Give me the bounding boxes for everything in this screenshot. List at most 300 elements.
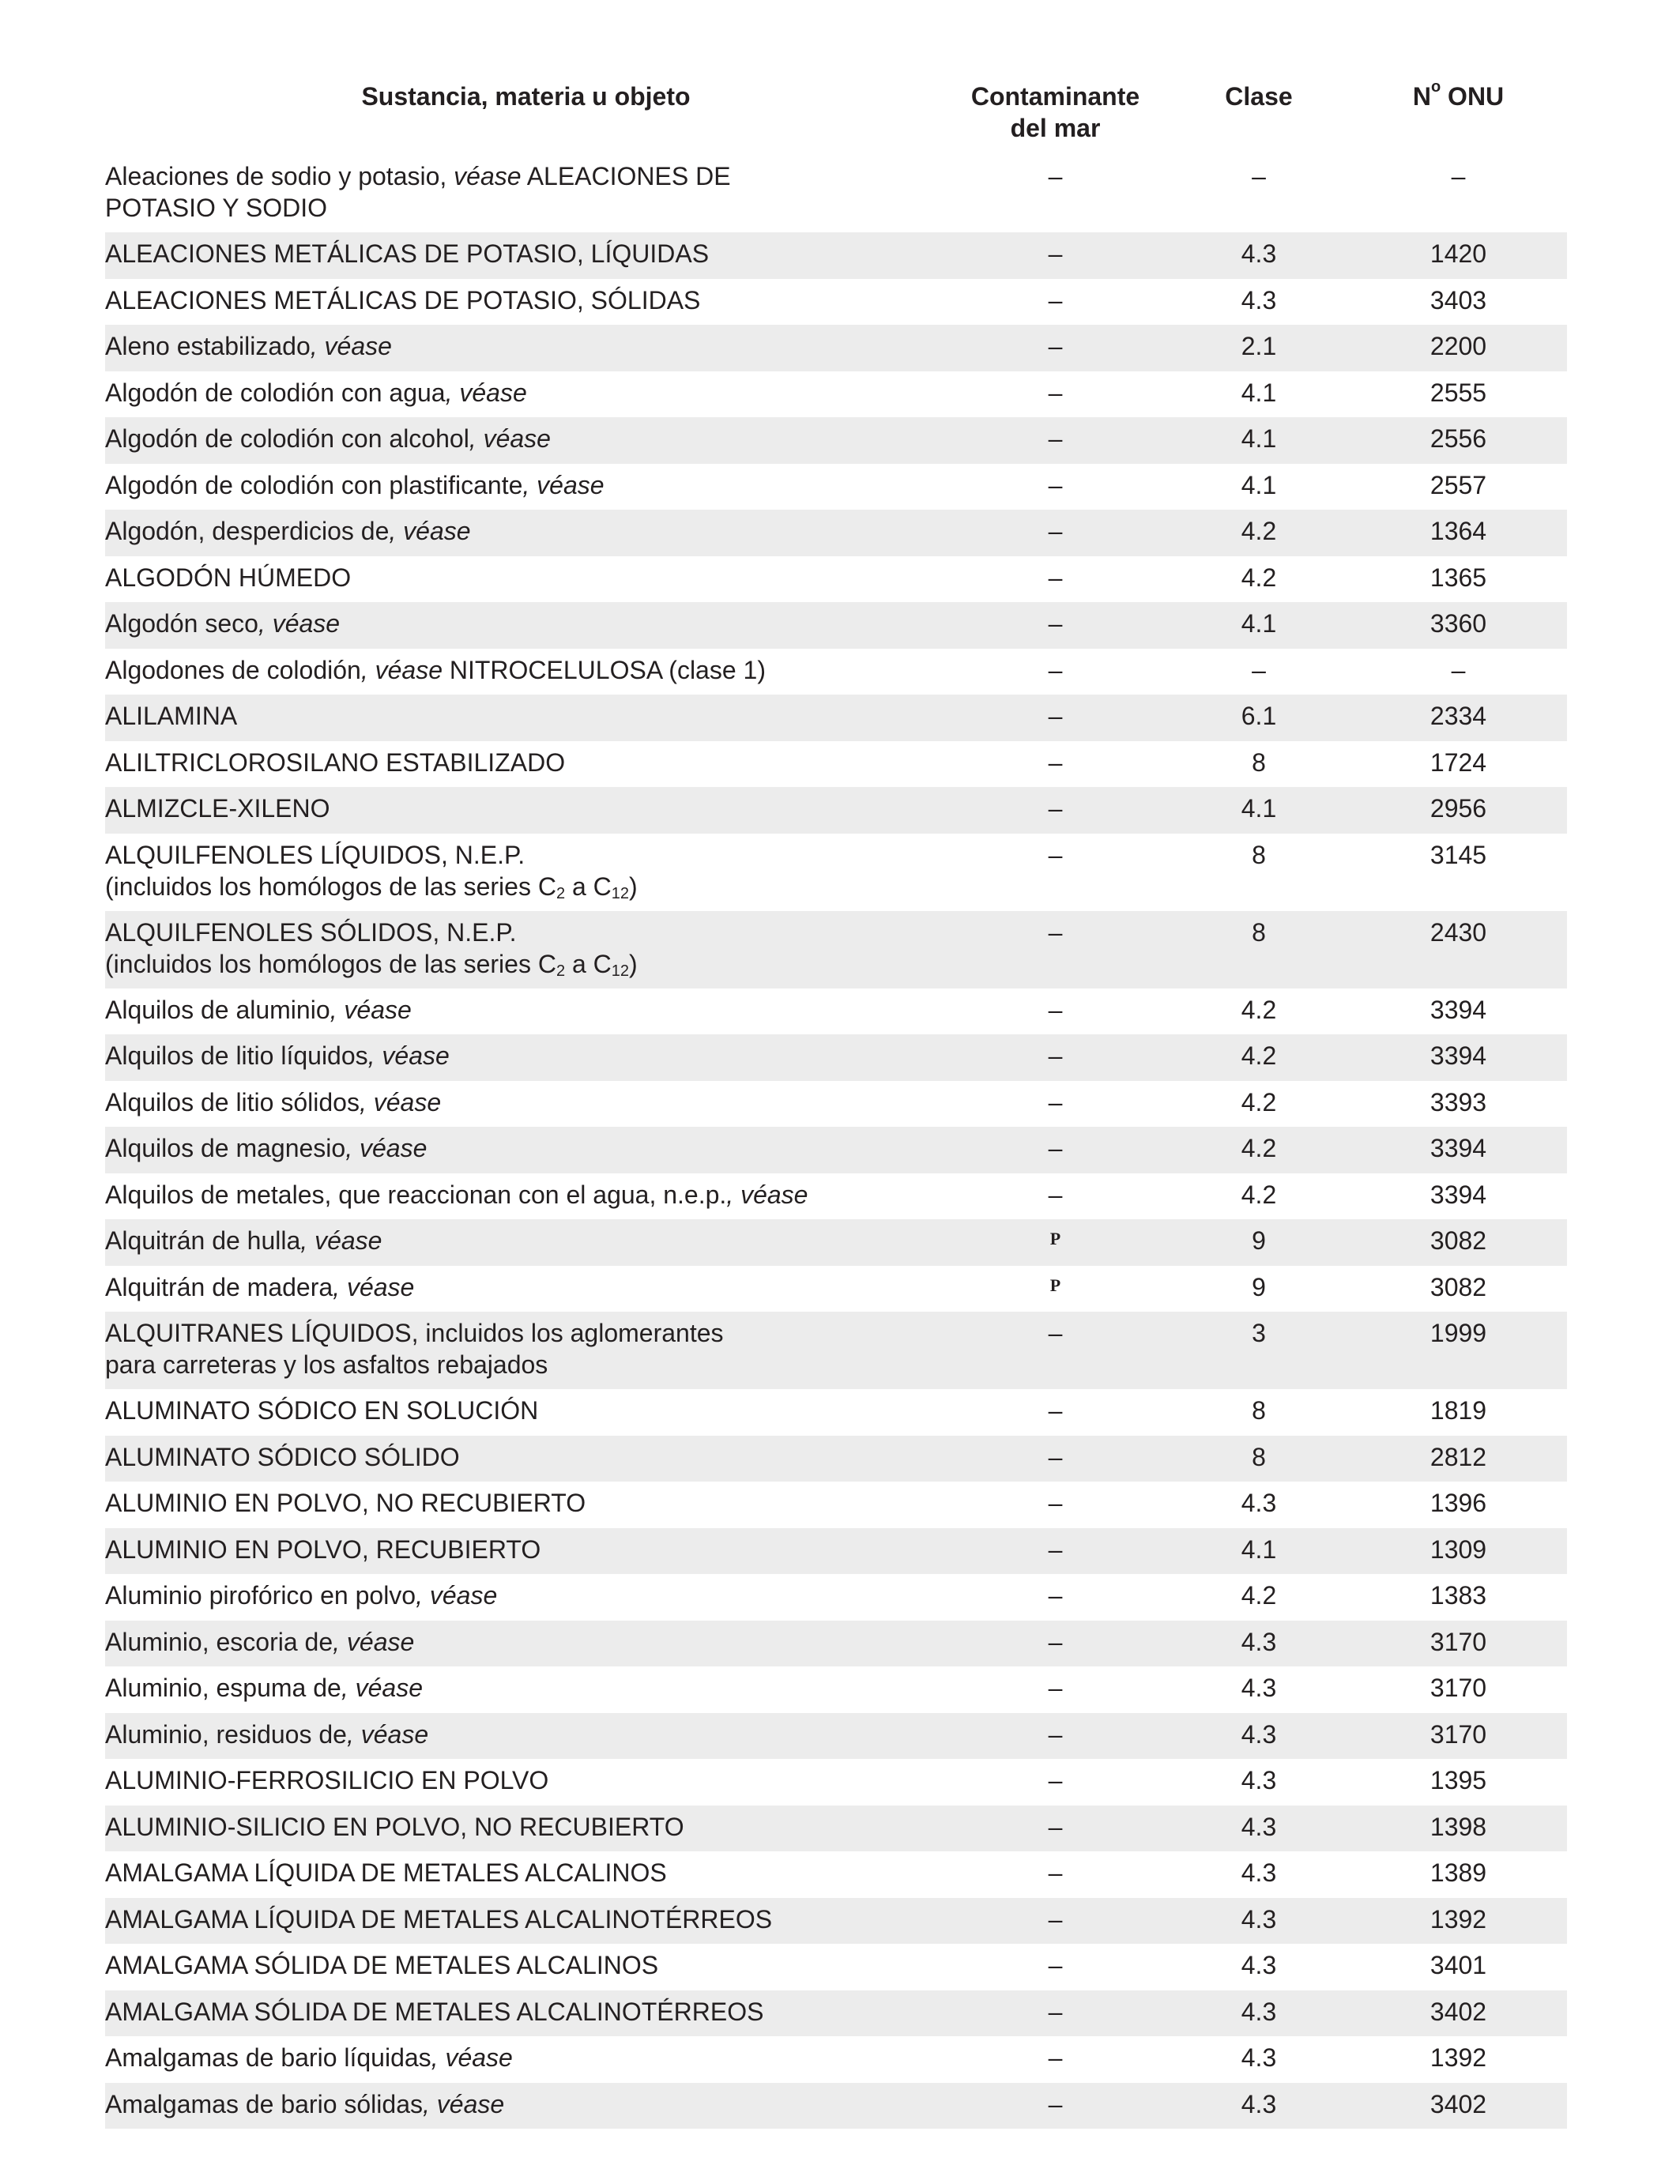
- table-row: [105, 1990, 1567, 2037]
- substance-name-line: [105, 1086, 947, 1118]
- substance-name-line: [105, 994, 947, 1026]
- text-segment: AMALGAMA LÍQUIDA DE METALES ALCALINOTÉRREOS: [105, 1904, 773, 1934]
- marine-pollutant-cell: –: [1048, 794, 1063, 823]
- marine-pollutant-cell: –: [1048, 470, 1063, 499]
- marine-pollutant-cell: –: [1048, 1719, 1063, 1749]
- un-number-cell: 3394: [1430, 995, 1487, 1024]
- class-cell: 4.1: [1241, 1534, 1277, 1564]
- un-number-cell: 3393: [1430, 1087, 1487, 1116]
- marine-pollutant-cell: –: [1048, 702, 1063, 730]
- un-number-cell: 2557: [1430, 470, 1487, 499]
- un-number-cell: 1392: [1430, 1904, 1487, 1934]
- class-cell: 4.3: [1241, 285, 1277, 314]
- un-number-cell: 3170: [1430, 1674, 1487, 1702]
- table-row: [105, 2036, 1567, 2083]
- subscript: 12: [611, 962, 629, 980]
- marine-pollutant-cell: –: [1048, 424, 1063, 453]
- table-row: [105, 464, 1567, 510]
- table-row: [105, 602, 1567, 649]
- table-row: [105, 279, 1567, 326]
- vease-italic: , véase: [258, 609, 341, 638]
- substance-name-line: [105, 2088, 947, 2120]
- table-row: [105, 1574, 1567, 1621]
- marine-pollutant-cell: –: [1048, 1442, 1063, 1471]
- marine-pollutant-cell: –: [1048, 655, 1063, 684]
- substance-name-cell: [105, 1127, 947, 1164]
- un-number-cell: 3170: [1430, 1719, 1487, 1749]
- substance-name-line: [105, 1225, 947, 1256]
- substance-name-line: [105, 1580, 947, 1611]
- class-cell: 8: [1252, 1442, 1266, 1471]
- substance-name-cell: [105, 741, 947, 778]
- un-number-cell: 1396: [1430, 1489, 1487, 1517]
- marine-pollutant-cell: –: [1048, 1766, 1063, 1794]
- text-segment: Alquitrán de hulla: [105, 1226, 301, 1255]
- text-segment: (incluidos los homólogos de las series C: [105, 872, 556, 901]
- text-segment: Algodón de colodión con agua: [105, 378, 446, 407]
- vease-italic: , véase: [359, 1087, 442, 1116]
- text-segment: Algodón seco: [105, 609, 258, 638]
- vease-italic: , véase: [469, 424, 551, 453]
- class-cell: 4.2: [1241, 1581, 1277, 1610]
- vease-italic: , véase: [726, 1180, 808, 1209]
- substance-name-cell: [105, 1219, 947, 1256]
- table-row: [105, 371, 1567, 418]
- substance-name-cell: [105, 1713, 947, 1750]
- substance-name-cell: [105, 1482, 947, 1519]
- substance-name-cell: [105, 1898, 947, 1935]
- text-segment: ALQUILFENOLES LÍQUIDOS, N.E.P.: [105, 840, 525, 869]
- substance-name-line: [105, 192, 947, 224]
- substance-name-cell: [105, 695, 947, 732]
- un-number-cell: 1392: [1430, 2043, 1487, 2072]
- marine-pollutant-cell: –: [1048, 1904, 1063, 1934]
- substance-name-cell: [105, 417, 947, 454]
- text-segment: Aleaciones de sodio y potasio,: [105, 162, 454, 190]
- substance-name-line: [105, 839, 947, 871]
- substance-name-line: [105, 1949, 947, 1981]
- table-row: [105, 232, 1567, 279]
- substance-name-line: [105, 1441, 947, 1473]
- un-number-cell: 2430: [1430, 917, 1487, 947]
- vease-italic: , véase: [345, 1134, 428, 1162]
- table-row: [105, 1621, 1567, 1667]
- vease-italic: , véase: [445, 378, 527, 407]
- class-cell: 4.3: [1241, 1812, 1277, 1841]
- text-segment: ALGODÓN HÚMEDO: [105, 563, 352, 592]
- header-marine-pollutant: [947, 81, 1164, 144]
- text-segment: POTASIO Y SODIO: [105, 194, 327, 222]
- marine-pollutant-cell: –: [1048, 378, 1063, 407]
- vease-italic: , véase: [330, 995, 412, 1024]
- substance-name-line: [105, 1179, 947, 1211]
- marine-pollutant-cell: –: [1048, 563, 1063, 592]
- vease-italic: , véase: [416, 1581, 498, 1610]
- substance-name-line: [105, 1811, 947, 1843]
- table-row: [105, 1081, 1567, 1128]
- class-cell: 4.1: [1241, 470, 1277, 499]
- un-number-cell: 3082: [1430, 1226, 1487, 1255]
- class-cell: 4.3: [1241, 1627, 1277, 1656]
- marine-pollutant-cell: –: [1048, 2089, 1063, 2118]
- un-number-cell: 3082: [1430, 1272, 1487, 1301]
- text-segment: ALEACIONES METÁLICAS DE POTASIO, SÓLIDAS: [105, 285, 701, 314]
- text-segment: Algodón de colodión con alcohol: [105, 424, 469, 453]
- substance-name-line: [105, 1317, 947, 1349]
- marine-pollutant-cell: –: [1048, 332, 1063, 360]
- table-row: [105, 695, 1567, 741]
- un-number-cell: 3394: [1430, 1180, 1487, 1209]
- marine-pollutant-mark: P: [1049, 1229, 1061, 1248]
- substance-name-line: [105, 469, 947, 501]
- table-row: [105, 1759, 1567, 1806]
- substance-name-line: [105, 1132, 947, 1164]
- class-cell: 8: [1252, 917, 1266, 947]
- text-segment: Aluminio, escoria de: [105, 1627, 333, 1656]
- table-row: [105, 1851, 1567, 1898]
- un-number-cell: 3403: [1430, 285, 1487, 314]
- vease-italic: , véase: [431, 2043, 513, 2072]
- substance-name-line: [105, 423, 947, 454]
- text-segment: Algodón, desperdicios de: [105, 517, 390, 545]
- table-row: [105, 787, 1567, 834]
- substance-name-cell: [105, 1759, 947, 1796]
- marine-pollutant-cell: –: [1048, 1534, 1063, 1564]
- text-segment: Aluminio pirofórico en polvo: [105, 1581, 416, 1610]
- substance-name-cell: [105, 232, 947, 269]
- substance-name-line: [105, 608, 947, 639]
- text-segment: AMALGAMA SÓLIDA DE METALES ALCALINOTÉRREOS: [105, 1997, 764, 2026]
- class-cell: 4.3: [1241, 1719, 1277, 1749]
- substance-name-cell: [105, 371, 947, 409]
- class-cell: 4.1: [1241, 424, 1277, 453]
- un-number-cell: 2200: [1430, 332, 1487, 360]
- class-cell: 4.3: [1241, 1904, 1277, 1934]
- un-number-cell: 3402: [1430, 1997, 1487, 2026]
- un-number-cell: 3360: [1430, 609, 1487, 638]
- substance-name-cell: [105, 279, 947, 316]
- table-row: [105, 1219, 1567, 1266]
- substance-name-cell: [105, 1389, 947, 1426]
- table-row: [105, 155, 1567, 232]
- text-segment: a C: [565, 872, 612, 901]
- substance-name-cell: [105, 1173, 947, 1211]
- vease-italic: véase: [454, 162, 522, 190]
- substance-name-cell: [105, 1990, 947, 2028]
- marine-pollutant-cell: –: [1048, 517, 1063, 545]
- substance-name-line: [105, 160, 947, 192]
- table-row: [105, 1666, 1567, 1713]
- marine-pollutant-cell: –: [1048, 1489, 1063, 1517]
- un-number-cell: 1309: [1430, 1534, 1487, 1564]
- header-onu-suffix: ONU: [1441, 82, 1505, 111]
- un-number-cell: 1724: [1430, 747, 1487, 777]
- table-header: [105, 78, 1567, 147]
- substance-name-cell: [105, 510, 947, 547]
- substance-name-line: [105, 1719, 947, 1750]
- substance-name-cell: [105, 988, 947, 1026]
- substance-name-line: [105, 700, 947, 732]
- table-row: [105, 510, 1567, 556]
- table-row: [105, 417, 1567, 464]
- header-un-number: [1354, 78, 1563, 112]
- header-marine-line1: Contaminante: [970, 82, 1140, 111]
- substance-name-line: [105, 330, 947, 362]
- substance-name-line: [105, 377, 947, 409]
- substance-name-cell: [105, 834, 947, 902]
- vease-italic: , véase: [360, 655, 443, 684]
- class-cell: 4.3: [1241, 1766, 1277, 1794]
- substance-name-cell: [105, 1666, 947, 1704]
- text-segment: Algodón de colodión con plastificante: [105, 470, 523, 499]
- vease-italic: , véase: [389, 517, 471, 545]
- text-segment: AMALGAMA SÓLIDA DE METALES ALCALINOS: [105, 1951, 659, 1979]
- text-segment: Aluminio, residuos de: [105, 1719, 347, 1749]
- marine-pollutant-cell: –: [1048, 162, 1063, 190]
- class-cell: 2.1: [1241, 332, 1277, 360]
- substance-name-cell: [105, 556, 947, 593]
- substance-name-cell: [105, 602, 947, 639]
- class-cell: 3: [1252, 1319, 1266, 1347]
- substance-name-line: [105, 793, 947, 824]
- un-number-cell: 3401: [1430, 1951, 1487, 1979]
- marine-pollutant-cell: –: [1048, 1087, 1063, 1116]
- marine-pollutant-cell: –: [1048, 995, 1063, 1024]
- text-segment: ): [629, 872, 638, 901]
- un-number-cell: 1364: [1430, 517, 1487, 545]
- substance-name-line: [105, 1996, 947, 2028]
- text-segment: ALEACIONES METÁLICAS DE POTASIO, LÍQUIDAS: [105, 239, 710, 268]
- text-segment: a C: [565, 949, 612, 978]
- substance-name-cell: [105, 1312, 947, 1380]
- substance-name-line: [105, 1349, 947, 1380]
- text-segment: Aluminio, espuma de: [105, 1674, 341, 1702]
- table-row: [105, 1528, 1567, 1575]
- class-cell: 8: [1252, 840, 1266, 869]
- substance-name-cell: [105, 1436, 947, 1473]
- table-row: [105, 1389, 1567, 1436]
- table-row: [105, 741, 1567, 788]
- substance-name-cell: [105, 155, 947, 224]
- marine-pollutant-cell: [947, 1266, 1164, 1306]
- marine-pollutant-cell: –: [1048, 1997, 1063, 2026]
- table-row: [105, 1034, 1567, 1081]
- un-number-cell: 3170: [1430, 1627, 1487, 1656]
- text-segment: Amalgamas de bario sólidas: [105, 2089, 423, 2118]
- text-segment: ALUMINIO EN POLVO, RECUBIERTO: [105, 1534, 541, 1564]
- class-cell: 4.3: [1241, 1489, 1277, 1517]
- class-cell: 4.3: [1241, 2043, 1277, 2072]
- substance-name-line: [105, 747, 947, 778]
- class-cell: 4.3: [1241, 1674, 1277, 1702]
- header-onu-prefix: N: [1412, 82, 1431, 111]
- marine-pollutant-cell: –: [1048, 1396, 1063, 1425]
- vease-italic: , véase: [422, 2089, 505, 2118]
- class-cell: 9: [1252, 1272, 1266, 1301]
- class-cell: 8: [1252, 747, 1266, 777]
- class-cell: 4.2: [1241, 995, 1277, 1024]
- marine-pollutant-cell: –: [1048, 1951, 1063, 1979]
- un-number-cell: 1398: [1430, 1812, 1487, 1841]
- substance-name-cell: [105, 1574, 947, 1611]
- table-row: [105, 1173, 1567, 1220]
- marine-pollutant-cell: –: [1048, 917, 1063, 947]
- table-row: [105, 1713, 1567, 1760]
- substance-name-line: [105, 1857, 947, 1888]
- un-number-cell: 1383: [1430, 1581, 1487, 1610]
- substance-name-cell: [105, 787, 947, 824]
- class-cell: 4.3: [1241, 1858, 1277, 1887]
- table-row: [105, 1806, 1567, 1852]
- text-segment: (incluidos los homólogos de las series C: [105, 949, 556, 978]
- un-number-cell: 1365: [1430, 563, 1487, 592]
- substance-name-line: [105, 2042, 947, 2073]
- table-row: [105, 988, 1567, 1035]
- substance-name-cell: [105, 2083, 947, 2120]
- un-number-cell: 3394: [1430, 1134, 1487, 1162]
- text-segment: Amalgamas de bario líquidas: [105, 2043, 431, 2072]
- class-cell: 4.3: [1241, 2089, 1277, 2118]
- class-cell: 4.1: [1241, 378, 1277, 407]
- substance-name-line: [105, 1487, 947, 1519]
- substance-name-cell: [105, 1528, 947, 1565]
- class-cell: 6.1: [1241, 702, 1277, 730]
- substance-name-line: [105, 1040, 947, 1071]
- marine-pollutant-cell: –: [1048, 1041, 1063, 1070]
- substance-name-line: [105, 1395, 947, 1426]
- table-row: [105, 1127, 1567, 1173]
- un-number-cell: 1999: [1430, 1319, 1487, 1347]
- substance-name-cell: [105, 649, 947, 686]
- table-row: [105, 325, 1567, 371]
- class-cell: 4.1: [1241, 794, 1277, 823]
- text-segment: ALILAMINA: [105, 702, 238, 730]
- substance-name-cell: [105, 1621, 947, 1658]
- vease-italic: , véase: [300, 1226, 382, 1255]
- un-number-cell: 3402: [1430, 2089, 1487, 2118]
- substance-name-cell: [105, 2036, 947, 2073]
- substance-name-cell: [105, 1806, 947, 1843]
- substance-name-cell: [105, 1081, 947, 1118]
- marine-pollutant-cell: [947, 1219, 1164, 1260]
- marine-pollutant-cell: –: [1048, 285, 1063, 314]
- class-cell: 4.3: [1241, 239, 1277, 268]
- text-segment: Algodones de colodión: [105, 655, 361, 684]
- table-row: [105, 649, 1567, 695]
- substance-name-cell: [105, 1034, 947, 1071]
- text-segment: ALMIZCLE-XILENO: [105, 794, 330, 823]
- un-number-cell: –: [1451, 655, 1466, 684]
- class-cell: 4.3: [1241, 1997, 1277, 2026]
- text-segment: ALUMINIO-SILICIO EN POLVO, NO RECUBIERTO: [105, 1812, 684, 1841]
- substance-name-cell: [105, 1944, 947, 1981]
- class-cell: 9: [1252, 1226, 1266, 1255]
- un-number-cell: –: [1451, 162, 1466, 190]
- table-row: [105, 1482, 1567, 1528]
- class-cell: 4.2: [1241, 1134, 1277, 1162]
- class-cell: 4.2: [1241, 1041, 1277, 1070]
- table-row: [105, 1898, 1567, 1945]
- class-cell: 4.2: [1241, 1087, 1277, 1116]
- class-cell: 4.2: [1241, 563, 1277, 592]
- text-segment: Alquilos de magnesio: [105, 1134, 346, 1162]
- substance-name-line: [105, 654, 947, 686]
- subscript: 2: [556, 884, 566, 902]
- text-segment: ALUMINIO EN POLVO, NO RECUBIERTO: [105, 1489, 586, 1517]
- text-segment: ALQUITRANES LÍQUIDOS, incluidos los aglomerantes: [105, 1319, 724, 1347]
- substance-name-line: [105, 1271, 947, 1303]
- un-number-cell: 3394: [1430, 1041, 1487, 1070]
- text-segment: Alquitrán de madera: [105, 1272, 333, 1301]
- substance-name-line: [105, 917, 947, 948]
- un-number-cell: 2812: [1430, 1442, 1487, 1471]
- table-row: [105, 1436, 1567, 1482]
- header-onu-sup: o: [1430, 78, 1441, 96]
- marine-pollutant-cell: –: [1048, 1858, 1063, 1887]
- marine-pollutant-cell: –: [1048, 239, 1063, 268]
- marine-pollutant-cell: –: [1048, 1674, 1063, 1702]
- text-segment: ALEACIONES DE: [521, 162, 731, 190]
- substance-name-line: [105, 1672, 947, 1704]
- subscript: 2: [556, 962, 566, 980]
- text-segment: para carreteras y los asfaltos rebajados: [105, 1350, 548, 1379]
- substance-name-line: [105, 284, 947, 316]
- text-segment: AMALGAMA LÍQUIDA DE METALES ALCALINOS: [105, 1858, 667, 1887]
- text-segment: Alquilos de aluminio: [105, 995, 330, 1024]
- marine-pollutant-cell: –: [1048, 1627, 1063, 1656]
- class-cell: –: [1252, 162, 1266, 190]
- class-cell: 4.2: [1241, 1180, 1277, 1209]
- substance-name-line: [105, 871, 947, 902]
- table-row: [105, 1312, 1567, 1389]
- vease-italic: , véase: [341, 1674, 423, 1702]
- un-number-cell: 1420: [1430, 239, 1487, 268]
- table-row: [105, 2083, 1567, 2129]
- substance-name-cell: [105, 325, 947, 362]
- table-body: [105, 155, 1567, 2129]
- header-marine-line2: del mar: [1010, 114, 1101, 142]
- text-segment: ALUMINATO SÓDICO EN SOLUCIÓN: [105, 1396, 539, 1425]
- class-cell: –: [1252, 655, 1266, 684]
- un-number-cell: 2956: [1430, 794, 1487, 823]
- table-row: [105, 556, 1567, 603]
- vease-italic: , véase: [346, 1719, 429, 1749]
- marine-pollutant-cell: –: [1048, 1319, 1063, 1347]
- text-segment: Alquilos de litio líquidos: [105, 1041, 368, 1070]
- text-segment: ALUMINIO-FERROSILICIO EN POLVO: [105, 1766, 549, 1794]
- substance-name-line: [105, 1764, 947, 1796]
- table-row: [105, 1944, 1567, 1990]
- substance-name-line: [105, 1903, 947, 1935]
- marine-pollutant-cell: –: [1048, 1134, 1063, 1162]
- text-segment: ALILTRICLOROSILANO ESTABILIZADO: [105, 747, 566, 777]
- marine-pollutant-cell: –: [1048, 2043, 1063, 2072]
- class-cell: 4.3: [1241, 1951, 1277, 1979]
- text-segment: Alquilos de litio sólidos: [105, 1087, 360, 1116]
- vease-italic: , véase: [333, 1627, 415, 1656]
- substance-name-cell: [105, 1851, 947, 1888]
- text-segment: Alquilos de metales, que reaccionan con el agua, n.e.p.: [105, 1180, 727, 1209]
- un-number-cell: 1389: [1430, 1858, 1487, 1887]
- class-cell: 4.2: [1241, 517, 1277, 545]
- text-segment: ): [629, 949, 638, 978]
- vease-italic: , véase: [333, 1272, 415, 1301]
- substance-name-line: [105, 515, 947, 547]
- substance-name-cell: [105, 1266, 947, 1303]
- un-number-cell: 2555: [1430, 378, 1487, 407]
- marine-pollutant-cell: –: [1048, 1812, 1063, 1841]
- marine-pollutant-cell: –: [1048, 840, 1063, 869]
